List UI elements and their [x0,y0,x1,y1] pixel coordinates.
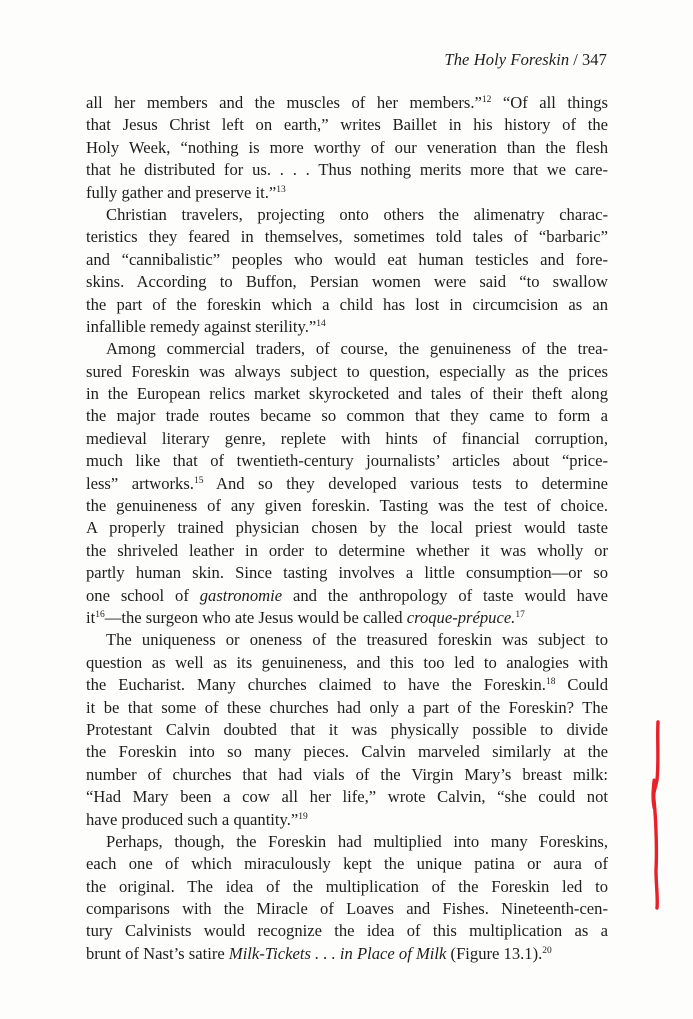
footnote-marker: 12 [481,95,492,105]
footnote-marker: 13 [276,184,286,195]
text-line [86,517,608,539]
text-line [86,204,608,226]
footnote-marker: 17 [515,609,525,620]
footnote-marker: 19 [298,811,308,822]
text-line [86,226,608,248]
text-run: Perhaps, though, the Foreskin had multiplied into many Foreskins, [106,831,608,851]
text-run: sured Foreskin was always subject to question, especially as the prices [86,361,608,381]
text-run: number of churches that had vials of the Virgin Mary’s breast milk: [86,764,608,784]
text-line [86,540,608,562]
text-line [86,809,608,831]
text-run: question as well as its genuineness, and this too led to analogies with [86,652,608,672]
text-line [86,316,608,338]
text-line [86,853,608,875]
text-run: “Of all things [491,93,608,112]
text-line [86,182,608,204]
text-line [86,920,608,942]
text-line [86,428,608,450]
running-head-separator: / [573,50,578,69]
footnote-marker: 14 [316,318,326,329]
text-line [86,92,608,114]
italic-text: croque-prépuce. [406,607,516,627]
text-run: and “cannibalistic” peoples who would eat human testicles and fore- [86,249,608,269]
text-line [86,764,608,786]
text-line [86,719,608,741]
text-line [86,405,608,427]
text-run: in the European relics market skyrocketed and tales of their theft along [86,384,608,404]
footnote-marker: 18 [545,677,556,688]
text-run: one school of [86,585,200,605]
text-run: tury Calvinists would recognize the idea of this multiplication as a [86,921,608,941]
text-line [86,137,608,159]
italic-text: gastronomie [199,585,283,605]
text-line [86,361,608,383]
red-margin-marker [651,720,663,910]
footnote-marker: 20 [542,945,552,956]
running-head [444,50,607,70]
text-run: much like that of twentieth-century journalists’ articles about “price- [86,451,608,471]
text-run: skins. According to Buffon, Persian women were said “to swallow [86,272,608,292]
text-line [86,697,608,719]
text-run: Protestant Calvin doubted that it was physically possible to divide [86,719,608,739]
text-run: And so they developed various tests to determine [203,473,608,493]
text-line [86,271,608,293]
text-line [86,495,608,517]
text-run: the Eucharist. Many churches claimed to have the Foreskin. [86,675,546,695]
text-line [86,629,608,651]
text-line [86,562,608,584]
text-run: The uniqueness or oneness of the treasured foreskin was subject to [106,630,608,650]
text-run: the shriveled leather in order to determine whether it was wholly or [86,540,608,560]
footnote-marker: 16 [95,609,105,620]
red-margin-marker-stroke [654,722,658,908]
text-line [86,674,608,696]
text-run: Could [555,675,608,695]
text-run: fully gather and preserve it.” [86,182,277,202]
text-run: the major trade routes became so common that they came to form a [86,406,608,426]
text-line [86,473,608,495]
text-run: (Figure 13.1). [446,943,543,963]
text-run: medieval literary genre, replete with hints of financial corruption, [86,428,608,448]
text-run: teristics they feared in themselves, sometimes told tales of “barbaric” [86,227,608,247]
text-run: each one of which miraculously kept the unique patina or aura of [86,854,608,874]
text-line [86,898,608,920]
text-run: Holy Week, “nothing is more worthy of our veneration than the flesh [86,137,608,157]
text-line [86,338,608,360]
text-run: Among commercial traders, of course, the genuineness of the trea- [106,339,608,359]
text-run: and the anthropology of taste would have [282,585,609,605]
page-number: 347 [581,50,607,69]
footnote-marker: 15 [193,475,204,486]
text-run: Christian travelers, projecting onto others the alimenatry charac- [106,204,608,224]
text-line [86,383,608,405]
text-line [86,249,608,271]
text-run: the genuineness of any given foreskin. Tasting was the test of choice. [86,496,608,516]
text-line [86,741,608,763]
text-run: the original. The idea of the multiplication of the Foreskin led to [86,876,608,896]
text-line [86,652,608,674]
text-run: comparisons with the Miracle of Loaves and Fishes. Nineteenth-cen- [86,899,608,919]
text-line [86,876,608,898]
body-text [86,92,608,965]
text-run: A properly trained physician chosen by the local priest would taste [86,518,608,538]
text-run: infallible remedy against sterility.” [86,316,317,336]
text-run: “Had Mary been a cow all her life,” wrote Calvin, “she could not [86,787,608,807]
text-run: brunt of Nast’s satire [86,943,229,963]
text-run: —the surgeon who ate Jesus would be called [104,607,407,627]
text-run: it [86,607,96,627]
text-line [86,831,608,853]
text-run: partly human skin. Since tasting involves a little consumption—or so [86,563,608,583]
text-line [86,943,608,965]
text-line [86,450,608,472]
text-run: that he distributed for us. . . . Thus nothing merits more that we care- [86,160,608,180]
text-run: all her members and the muscles of her members.” [86,93,482,112]
running-head-title: The Holy Foreskin [444,50,570,69]
text-line [86,607,608,629]
italic-text: Milk-Tickets . . . in Place of Milk [228,943,447,963]
text-run: less” artworks. [86,473,194,493]
text-run: it be that some of these churches had only a part of the Foreskin? The [86,697,608,717]
text-run: the Foreskin into so many pieces. Calvin marveled similarly at the [86,742,608,762]
text-line [86,159,608,181]
text-line [86,786,608,808]
text-line [86,114,608,136]
text-line [86,585,608,607]
text-run: that Jesus Christ left on earth,” writes Baillet in his history of the [86,115,608,135]
text-run: have produced such a quantity.” [86,809,299,829]
text-run: the part of the foreskin which a child has lost in circumcision as an [86,294,608,314]
text-line [86,294,608,316]
